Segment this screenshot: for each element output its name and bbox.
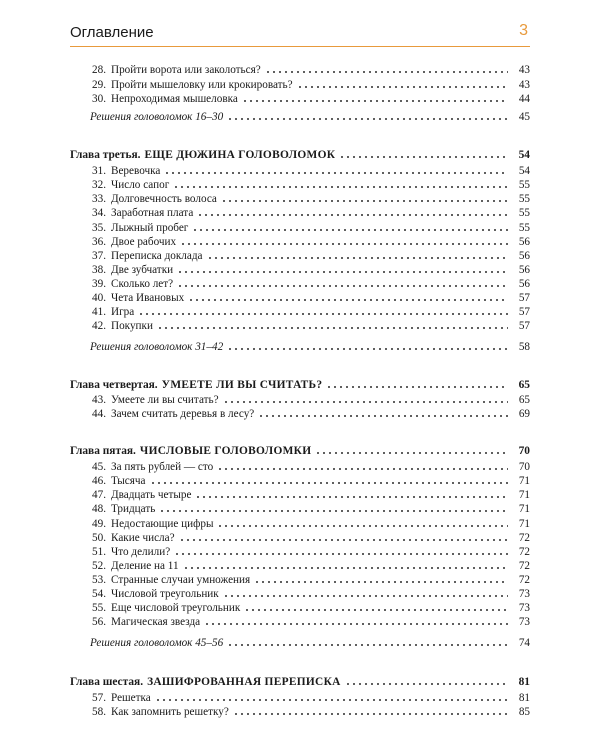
toc-entry bbox=[84, 178, 530, 192]
entry-page: 44 bbox=[518, 93, 530, 105]
entry-title: Тысяча bbox=[111, 475, 146, 487]
toc-entry bbox=[84, 63, 530, 77]
entry-page: 72 bbox=[518, 574, 530, 586]
entry-number: 33. bbox=[92, 193, 106, 205]
dot-leader bbox=[258, 409, 508, 418]
entry-page: 57 bbox=[518, 306, 530, 318]
entry-page: 73 bbox=[518, 616, 530, 628]
entry-number: 51. bbox=[92, 546, 106, 558]
chapter-page: 65 bbox=[518, 379, 530, 391]
toc-entry bbox=[84, 192, 530, 206]
entry-title: Двое рабочих bbox=[111, 236, 177, 248]
chapter-title: ЗАШИФРОВАННАЯ ПЕРЕПИСКА bbox=[147, 676, 341, 688]
dot-leader bbox=[173, 180, 508, 189]
entry-number: 42. bbox=[92, 320, 106, 332]
entry-number: 37. bbox=[92, 250, 106, 262]
entry-page: 56 bbox=[518, 264, 530, 276]
toc-entry bbox=[84, 545, 530, 559]
entry-page: 56 bbox=[518, 278, 530, 290]
entry-page: 55 bbox=[518, 222, 530, 234]
chapter-title: ЧИСЛОВЫЕ ГОЛОВОЛОМКИ bbox=[139, 445, 312, 457]
entry-title: Заработная плата bbox=[111, 207, 194, 219]
dot-leader bbox=[227, 112, 508, 121]
dot-leader bbox=[223, 395, 508, 404]
toc-entry bbox=[84, 474, 530, 488]
entry-title: Решетка bbox=[111, 692, 151, 704]
entry-page: 71 bbox=[518, 518, 530, 530]
entry-title: Недостающие цифры bbox=[111, 518, 214, 530]
entry-title: Веревочка bbox=[111, 165, 161, 177]
toc-entry bbox=[84, 249, 530, 263]
entry-page: 56 bbox=[518, 250, 530, 262]
entry-number: 45. bbox=[92, 461, 106, 473]
dot-leader bbox=[254, 575, 508, 584]
chapter-page: 81 bbox=[518, 676, 530, 688]
dot-leader bbox=[180, 237, 508, 246]
dot-leader bbox=[174, 547, 508, 556]
entry-page: 72 bbox=[518, 532, 530, 544]
entry-title: Тридцать bbox=[111, 503, 156, 515]
dot-leader bbox=[227, 638, 508, 647]
chapter-heading bbox=[70, 675, 530, 689]
entry-page: 71 bbox=[518, 475, 530, 487]
entry-number: 46. bbox=[92, 475, 106, 487]
dot-leader bbox=[204, 617, 508, 626]
toc-entry bbox=[84, 393, 530, 407]
dot-leader bbox=[223, 589, 508, 598]
entry-page: 57 bbox=[518, 292, 530, 304]
entry-page: 70 bbox=[518, 461, 530, 473]
dot-leader bbox=[138, 307, 508, 316]
dot-leader bbox=[177, 279, 508, 288]
entry-title: Лыжный пробег bbox=[111, 222, 189, 234]
entry-number: 35. bbox=[92, 222, 106, 234]
entry-number: 40. bbox=[92, 292, 106, 304]
chapter-title: УМЕЕТЕ ЛИ ВЫ СЧИТАТЬ? bbox=[161, 379, 323, 391]
chapter-heading bbox=[70, 444, 530, 458]
toc-entry bbox=[84, 559, 530, 573]
entry-number: 56. bbox=[92, 616, 106, 628]
dot-leader bbox=[315, 446, 508, 455]
toc-entry bbox=[84, 601, 530, 615]
entry-title: За пять рублей — сто bbox=[111, 461, 214, 473]
entry-number: 43. bbox=[92, 394, 106, 406]
entry-number: 50. bbox=[92, 532, 106, 544]
entry-title: Умеете ли вы считать? bbox=[111, 394, 219, 406]
chapter-title: ЕЩЕ ДЮЖИНА ГОЛОВОЛОМОК bbox=[144, 149, 336, 161]
dot-leader bbox=[326, 380, 508, 389]
dot-leader bbox=[265, 65, 508, 74]
entry-page: 81 bbox=[518, 692, 530, 704]
solutions-page: 74 bbox=[518, 637, 530, 649]
entry-page: 85 bbox=[518, 706, 530, 718]
entry-number: 47. bbox=[92, 489, 106, 501]
solutions-text: Решения головоломок 45–56 bbox=[90, 637, 224, 649]
entry-title: Сколько лет? bbox=[111, 278, 174, 290]
dot-leader bbox=[244, 603, 508, 612]
chapter-page: 70 bbox=[518, 445, 530, 457]
dot-leader bbox=[345, 677, 508, 686]
entry-title: Две зубчатки bbox=[111, 264, 174, 276]
dot-leader bbox=[217, 462, 508, 471]
entry-number: 53. bbox=[92, 574, 106, 586]
toc-entry bbox=[84, 221, 530, 235]
dot-leader bbox=[159, 504, 508, 513]
entry-page: 55 bbox=[518, 179, 530, 191]
toc-entry bbox=[84, 164, 530, 178]
toc-entry bbox=[84, 206, 530, 220]
entry-page: 65 bbox=[518, 394, 530, 406]
dot-leader bbox=[177, 265, 508, 274]
entry-title: Покупки bbox=[111, 320, 153, 332]
toc-entry bbox=[84, 305, 530, 319]
dot-leader bbox=[221, 194, 508, 203]
entry-page: 55 bbox=[518, 193, 530, 205]
header-title: Оглавление bbox=[70, 24, 154, 41]
dot-leader bbox=[197, 208, 508, 217]
entry-number: 54. bbox=[92, 588, 106, 600]
entry-title: Числовой треугольник bbox=[111, 588, 219, 600]
solutions-page: 58 bbox=[518, 341, 530, 353]
dot-leader bbox=[339, 150, 508, 159]
entry-number: 39. bbox=[92, 278, 106, 290]
dot-leader bbox=[150, 476, 509, 485]
toc-entry bbox=[84, 615, 530, 629]
toc-entry bbox=[84, 78, 530, 92]
entry-number: 44. bbox=[92, 408, 106, 420]
entry-title: Еще числовой треугольник bbox=[111, 602, 241, 614]
entry-number: 34. bbox=[92, 207, 106, 219]
entry-title: Магическая звезда bbox=[111, 616, 201, 628]
entry-page: 69 bbox=[518, 408, 530, 420]
entry-title: Двадцать четыре bbox=[111, 489, 192, 501]
solutions-entry bbox=[90, 340, 530, 354]
dot-leader bbox=[242, 94, 508, 103]
toc-entry bbox=[84, 235, 530, 249]
dot-leader bbox=[164, 166, 508, 175]
toc-entry bbox=[84, 517, 530, 531]
entry-title: Деление на 11 bbox=[111, 560, 179, 572]
entry-number: 32. bbox=[92, 179, 106, 191]
toc-entry bbox=[84, 319, 530, 333]
entry-title: Переписка доклада bbox=[111, 250, 203, 262]
toc-entry bbox=[84, 488, 530, 502]
entry-page: 43 bbox=[518, 64, 530, 76]
entry-number: 48. bbox=[92, 503, 106, 515]
toc-entry bbox=[84, 460, 530, 474]
entry-title: Странные случаи умножения bbox=[111, 574, 251, 586]
entry-number: 41. bbox=[92, 306, 106, 318]
toc-entry bbox=[84, 705, 530, 719]
dot-leader bbox=[217, 519, 508, 528]
entry-page: 43 bbox=[518, 79, 530, 91]
solutions-entry bbox=[90, 110, 530, 124]
chapter-heading bbox=[70, 378, 530, 392]
entry-page: 73 bbox=[518, 602, 530, 614]
dot-leader bbox=[207, 251, 509, 260]
entry-page: 55 bbox=[518, 207, 530, 219]
entry-title: Игра bbox=[111, 306, 135, 318]
entry-title: Как запомнить решетку? bbox=[111, 706, 229, 718]
entry-number: 31. bbox=[92, 165, 106, 177]
dot-leader bbox=[195, 490, 508, 499]
solutions-page: 45 bbox=[518, 111, 530, 123]
entry-title: Зачем считать деревья в лесу? bbox=[111, 408, 255, 420]
entry-title: Пройти мышеловку или крокировать? bbox=[111, 79, 293, 91]
solutions-text: Решения головоломок 16–30 bbox=[90, 111, 224, 123]
entry-number: 30. bbox=[92, 93, 106, 105]
entry-page: 73 bbox=[518, 588, 530, 600]
entry-number: 55. bbox=[92, 602, 106, 614]
dot-leader bbox=[183, 561, 508, 570]
toc-entry bbox=[84, 291, 530, 305]
entry-number: 57. bbox=[92, 692, 106, 704]
entry-page: 56 bbox=[518, 236, 530, 248]
solutions-entry bbox=[90, 636, 530, 650]
entry-number: 36. bbox=[92, 236, 106, 248]
entry-number: 38. bbox=[92, 264, 106, 276]
entry-number: 49. bbox=[92, 518, 106, 530]
entry-number: 58. bbox=[92, 706, 106, 718]
entry-number: 28. bbox=[92, 64, 106, 76]
toc-entry bbox=[84, 502, 530, 516]
entry-title: Долговечность волоса bbox=[111, 193, 217, 205]
dot-leader bbox=[157, 321, 508, 330]
chapter-prefix: Глава шестая. bbox=[70, 676, 144, 688]
toc-entry bbox=[84, 531, 530, 545]
entry-page: 71 bbox=[518, 503, 530, 515]
entry-title: Что делили? bbox=[111, 546, 171, 558]
entry-page: 72 bbox=[518, 560, 530, 572]
chapter-page: 54 bbox=[518, 149, 530, 161]
header-page-number: 3 bbox=[519, 22, 528, 39]
toc-entry bbox=[84, 691, 530, 705]
dot-leader bbox=[227, 342, 508, 351]
chapter-prefix: Глава третья. bbox=[70, 149, 141, 161]
entry-title: Число сапог bbox=[111, 179, 170, 191]
toc-entry bbox=[84, 573, 530, 587]
toc-entry bbox=[84, 407, 530, 421]
chapter-heading bbox=[70, 148, 530, 162]
toc-entry bbox=[84, 92, 530, 106]
entry-page: 57 bbox=[518, 320, 530, 332]
entry-number: 29. bbox=[92, 79, 106, 91]
dot-leader bbox=[179, 533, 508, 542]
dot-leader bbox=[188, 293, 508, 302]
entry-page: 71 bbox=[518, 489, 530, 501]
toc-entry bbox=[84, 587, 530, 601]
entry-title: Чета Ивановых bbox=[111, 292, 185, 304]
entry-title: Пройти ворота или заколоться? bbox=[111, 64, 261, 76]
dot-leader bbox=[233, 707, 508, 716]
dot-leader bbox=[192, 223, 508, 232]
entry-number: 52. bbox=[92, 560, 106, 572]
chapter-prefix: Глава четвертая. bbox=[70, 379, 158, 391]
solutions-text: Решения головоломок 31–42 bbox=[90, 341, 224, 353]
dot-leader bbox=[297, 80, 508, 89]
entry-title: Какие числа? bbox=[111, 532, 175, 544]
entry-page: 54 bbox=[518, 165, 530, 177]
toc-entry bbox=[84, 263, 530, 277]
entry-title: Непроходимая мышеловка bbox=[111, 93, 238, 105]
chapter-prefix: Глава пятая. bbox=[70, 445, 136, 457]
entry-page: 72 bbox=[518, 546, 530, 558]
dot-leader bbox=[155, 693, 508, 702]
toc-entry bbox=[84, 277, 530, 291]
